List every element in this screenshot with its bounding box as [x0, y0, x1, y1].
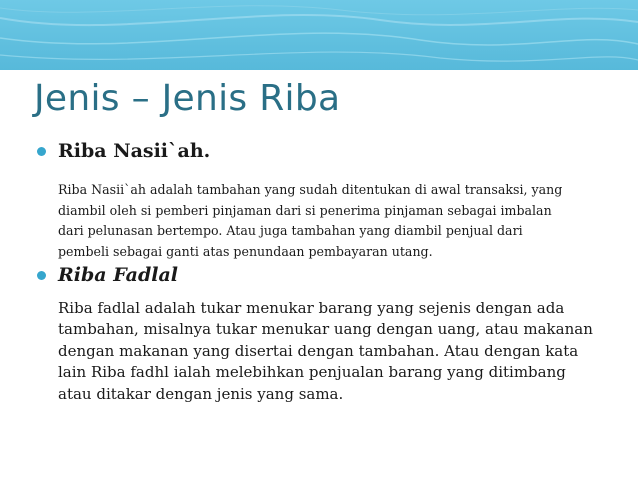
riba-fadlal-description — [58, 298, 614, 405]
paragraph-line: tambahan, misalnya tukar menukar uang dengan uang, atau makanan — [58, 320, 593, 339]
bullet-riba-nasiah — [37, 140, 210, 162]
bullet-dot-icon — [37, 147, 46, 156]
bullet-label: Riba Fadlal — [58, 264, 179, 286]
paragraph-line: lain Riba fadhl ialah melebihkan penjualan barang yang ditimbang — [58, 363, 566, 382]
paragraph-line: dengan makanan yang disertai dengan tambahan. Atau dengan kata — [58, 341, 579, 360]
paragraph-line: Riba fadlal adalah tukar menukar barang yang sejenis dengan ada — [58, 299, 565, 317]
header-band — [0, 0, 638, 70]
paragraph-line: pembeli sebagai ganti atas penundaan pembayaran utang. — [58, 243, 433, 259]
paragraph-line: atau ditakar dengan jenis yang sama. — [58, 384, 344, 403]
slide-title: Jenis – Jenis Riba — [34, 78, 341, 119]
bullet-riba-fadlal — [37, 264, 178, 286]
riba-nasiah-description — [58, 180, 614, 262]
paragraph-line: Riba Nasii`ah adalah tambahan yang sudah ditentukan di awal transaksi, yang — [58, 182, 563, 197]
bullet-dot-icon — [37, 271, 46, 280]
wave-decoration — [0, 0, 638, 70]
paragraph-line: dari pelunasan bertempo. Atau juga tambahan yang diambil penjual dari — [58, 223, 523, 239]
paragraph-line: diambil oleh si pemberi pinjaman dari si penerima pinjaman sebagai imbalan — [58, 202, 552, 218]
bullet-label: Riba Nasii`ah. — [58, 140, 211, 162]
